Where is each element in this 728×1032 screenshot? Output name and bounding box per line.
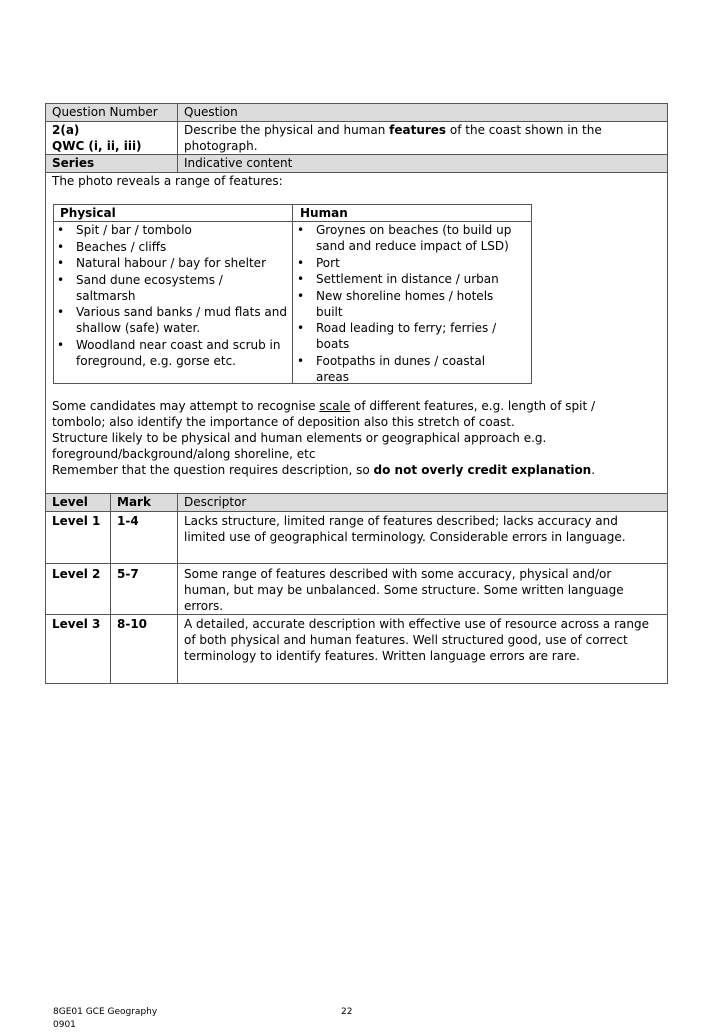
descriptor-line: of both physical and human features. Well structured good, use of correct xyxy=(184,633,628,647)
question-number-heading: Question Number xyxy=(52,105,158,119)
level-label: Level 3 xyxy=(52,617,101,631)
series-heading: Series xyxy=(52,156,95,170)
series-header-row xyxy=(46,155,667,172)
question-text: Describe the physical and human features of the coast shown in the xyxy=(184,123,602,137)
table-row xyxy=(46,566,667,614)
descriptor-line: limited use of geographical terminology. Considerable errors in language. xyxy=(184,530,626,544)
list-item: • Port xyxy=(294,255,528,271)
footer-code: 8GE01 GCE Geography xyxy=(53,1007,158,1017)
notes-line-3: Structure likely to be physical and human elements or geographical approach e.g. xyxy=(52,431,547,445)
footer-session: 0901 xyxy=(53,1020,76,1030)
human-features-list xyxy=(294,222,528,385)
descriptor-line: A detailed, accurate description with effective use of resource across a range xyxy=(184,617,649,631)
descriptor-line: human, but may be unbalanced. Some structure. Some written language xyxy=(184,583,624,597)
page-number: 22 xyxy=(341,1007,353,1017)
list-item: • Various sand banks / mud flats and shallow (safe) water. xyxy=(54,304,288,336)
notes-line-5: Remember that the question requires description, so do not overly credit explanation. xyxy=(52,463,596,477)
level-label: Level 1 xyxy=(52,514,101,528)
list-item: • Sand dune ecosystems / saltmarsh xyxy=(54,272,236,304)
list-item: • Woodland near coast and scrub in foreground, e.g. gorse etc. xyxy=(54,337,288,369)
notes-line-2: tombolo; also identify the importance of deposition also this stretch of coast. xyxy=(52,415,515,429)
list-item: • Settlement in distance / urban xyxy=(294,271,528,287)
question-number: 2(a) xyxy=(52,123,80,137)
human-heading: Human xyxy=(300,206,348,220)
descriptor-line: Some range of features described with some accuracy, physical and/or xyxy=(184,567,612,581)
level-label: Level 2 xyxy=(52,567,101,581)
descriptor-line: terminology to identify features. Written language errors are rare. xyxy=(184,649,580,663)
mark-range: 1-4 xyxy=(117,514,139,528)
physical-heading: Physical xyxy=(60,206,116,220)
physical-features-list xyxy=(54,222,288,369)
intro-text: The photo reveals a range of features: xyxy=(52,174,283,188)
qwc-label: QWC (i, ii, iii) xyxy=(52,139,142,153)
table-row xyxy=(46,513,667,563)
mark-scheme-table xyxy=(45,103,668,684)
features-table xyxy=(53,204,532,384)
mark-heading: Mark xyxy=(117,495,151,509)
descriptor-line: errors. xyxy=(184,599,224,613)
notes-line-4: foreground/background/along shoreline, etc xyxy=(52,447,316,461)
list-item: • Natural habour / bay for shelter xyxy=(54,255,288,271)
notes-line-1: Some candidates may attempt to recognise scale of different features, e.g. length of spit / xyxy=(52,399,596,413)
levels-header-row xyxy=(46,494,667,511)
question-text-line2: photograph. xyxy=(184,139,258,153)
mark-range: 5-7 xyxy=(117,567,139,581)
question-row xyxy=(46,122,667,154)
table-row xyxy=(46,616,667,676)
mark-range: 8-10 xyxy=(117,617,148,631)
list-item: • Spit / bar / tombolo xyxy=(54,222,288,238)
level-heading: Level xyxy=(52,495,88,509)
descriptor-line: Lacks structure, limited range of features described; lacks accuracy and xyxy=(184,514,618,528)
list-item: • Groynes on beaches (to build up sand and reduce impact of LSD) xyxy=(294,222,528,254)
descriptor-heading: Descriptor xyxy=(184,495,247,509)
list-item: • New shoreline homes / hotels built xyxy=(294,288,506,320)
list-item: • Footpaths in dunes / coastal areas xyxy=(294,353,511,385)
list-item: • Beaches / cliffs xyxy=(54,239,288,255)
list-item: • Road leading to ferry; ferries / boats xyxy=(294,320,521,352)
question-heading: Question xyxy=(184,105,238,119)
indicative-content-heading: Indicative content xyxy=(184,156,293,170)
question-header-row xyxy=(46,104,667,121)
